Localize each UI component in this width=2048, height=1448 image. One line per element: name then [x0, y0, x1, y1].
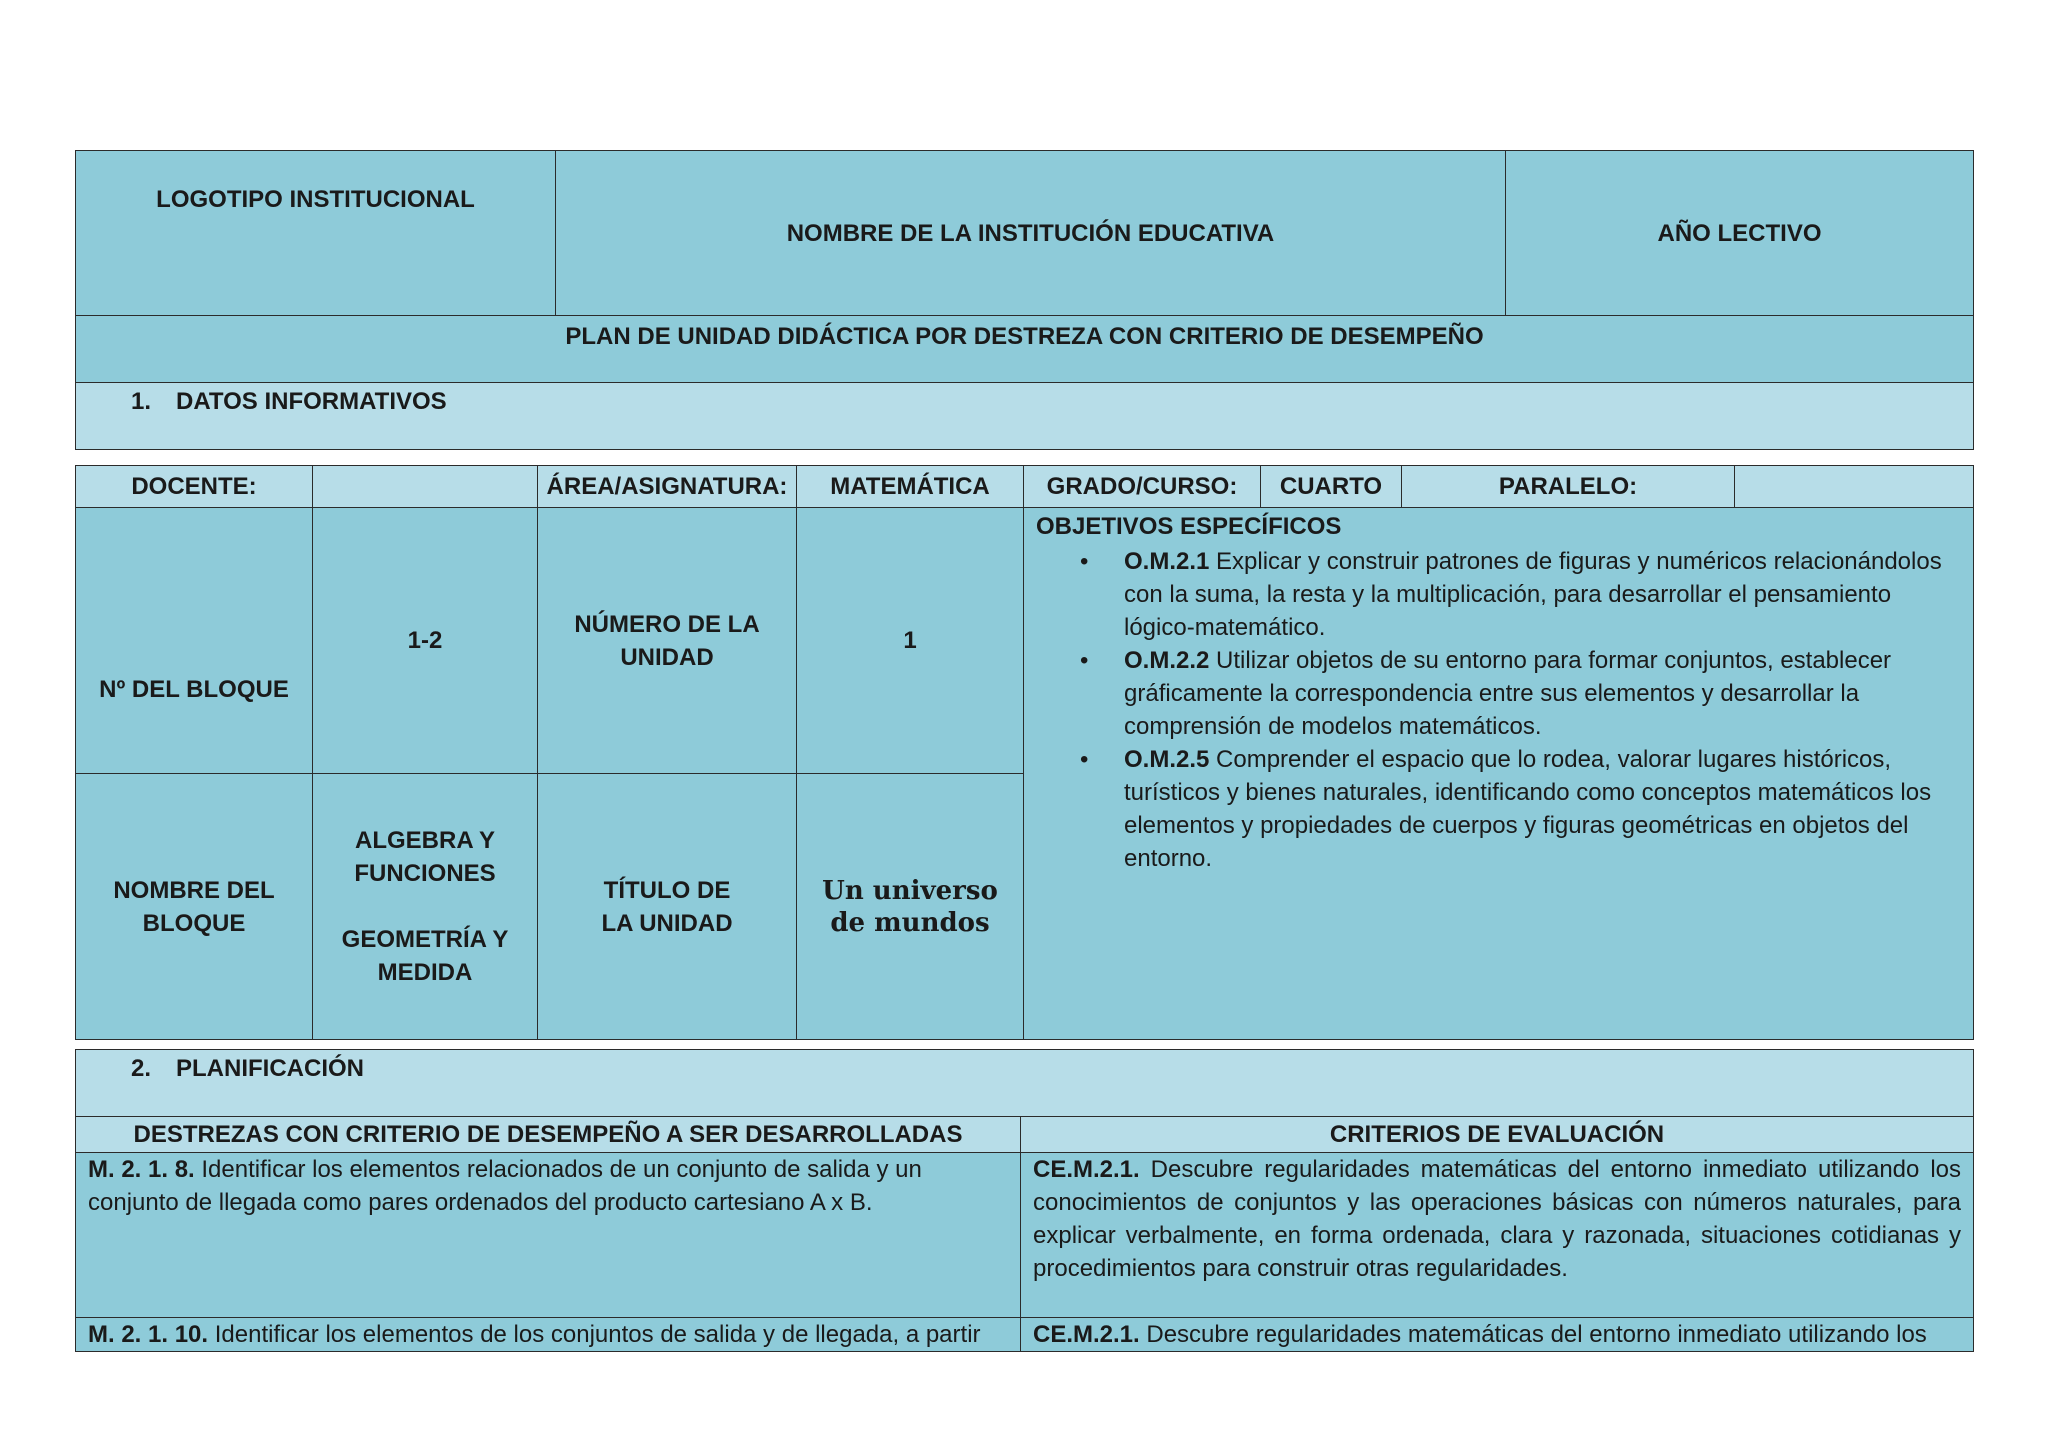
paralelo-label: PARALELO:: [1402, 466, 1735, 508]
logo-placeholder: LOGOTIPO INSTITUCIONAL: [76, 151, 556, 316]
section-datos-informativos: [76, 383, 1974, 450]
objetivo-item: • O.M.2.5 Comprender el espacio que lo rodea, valorar lugares históricos, turísticos y bienes naturales, identificando como conceptos matemáticos los elementos y propiedades de cuerpos y figuras geométricas en objetos del entorno.: [1124, 743, 1959, 875]
section-label: DATOS INFORMATIVOS: [176, 388, 447, 415]
planning-table: [75, 1049, 1974, 1352]
paralelo-value: [1735, 466, 1974, 508]
section-planificacion: [76, 1050, 1974, 1117]
institution-name: NOMBRE DE LA INSTITUCIÓN EDUCATIVA: [556, 151, 1506, 316]
docente-value: [313, 466, 538, 508]
destreza-cell: M. 2. 1. 8. Identificar los elementos relacionados de un conjunto de salida y un conjunto de llegada como pares ordenados del producto cartesiano A x B.: [76, 1153, 1021, 1318]
objetivo-item: • O.M.2.2 Utilizar objetos de su entorno para formar conjuntos, establecer gráficamente la correspondencia entre sus elementos y desarrollar la comprensión de modelos matemáticos.: [1124, 644, 1959, 743]
section-number: 2.: [131, 1055, 152, 1082]
bloque-name-1: ALGEBRA Y FUNCIONES: [354, 827, 496, 887]
plan-title: PLAN DE UNIDAD DIDÁCTICA POR DESTREZA CON CRITERIO DE DESEMPEÑO: [76, 316, 1974, 383]
plan-document: [75, 150, 1973, 1352]
objetivos-list: [1036, 545, 1959, 875]
section-label: PLANIFICACIÓN: [176, 1055, 364, 1082]
area-label: ÁREA/ASIGNATURA:: [538, 466, 797, 508]
section-number: 1.: [131, 388, 152, 415]
area-value: MATEMÁTICA: [797, 466, 1024, 508]
destrezas-header: DESTREZAS CON CRITERIO DE DESEMPEÑO A SER DESARROLLADAS: [76, 1117, 1021, 1153]
bloque-number-value: 1-2: [313, 508, 538, 774]
docente-label: DOCENTE:: [76, 466, 313, 508]
criterio-cell: CE.M.2.1. Descubre regularidades matemáticas del entorno inmediato utilizando los conocimientos de conjuntos y las operaciones básicas con números naturales, para explicar verbalmente, en forma ordenada, clara y razonada, situaciones cotidianas y procedimientos para construir otras regularidades.: [1021, 1153, 1974, 1318]
objetivos-heading: OBJETIVOS ESPECÍFICOS: [1036, 513, 1342, 540]
bloque-name-value: [313, 774, 538, 1040]
info-table: [75, 465, 1974, 1040]
unidad-title-value: Un universo de mundos: [797, 774, 1024, 1040]
school-year: AÑO LECTIVO: [1506, 151, 1974, 316]
destreza-cell: M. 2. 1. 10. Identificar los elementos de los conjuntos de salida y de llegada, a partir: [76, 1318, 1021, 1352]
objetivo-item: • O.M.2.1 Explicar y construir patrones de figuras y numéricos relacionándolos con la suma, la resta y la multiplicación, para desarrollar el pensamiento lógico-matemático.: [1124, 545, 1959, 644]
grado-label: GRADO/CURSO:: [1024, 466, 1261, 508]
grado-value: CUARTO: [1261, 466, 1402, 508]
objetivos-especificos: [1024, 508, 1974, 1040]
unidad-title-label: TÍTULO DE LA UNIDAD: [538, 774, 797, 1040]
unidad-number-value: 1: [797, 508, 1024, 774]
header-table: [75, 150, 1974, 450]
criterio-cell: CE.M.2.1. Descubre regularidades matemáticas del entorno inmediato utilizando los: [1021, 1318, 1974, 1352]
bloque-number-label: Nº DEL BLOQUE: [76, 508, 313, 774]
bloque-name-label: NOMBRE DEL BLOQUE: [76, 774, 313, 1040]
criterios-header: CRITERIOS DE EVALUACIÓN: [1021, 1117, 1974, 1153]
bloque-name-2: GEOMETRÍA Y MEDIDA: [341, 926, 509, 986]
unidad-number-label: NÚMERO DE LA UNIDAD: [538, 508, 797, 774]
